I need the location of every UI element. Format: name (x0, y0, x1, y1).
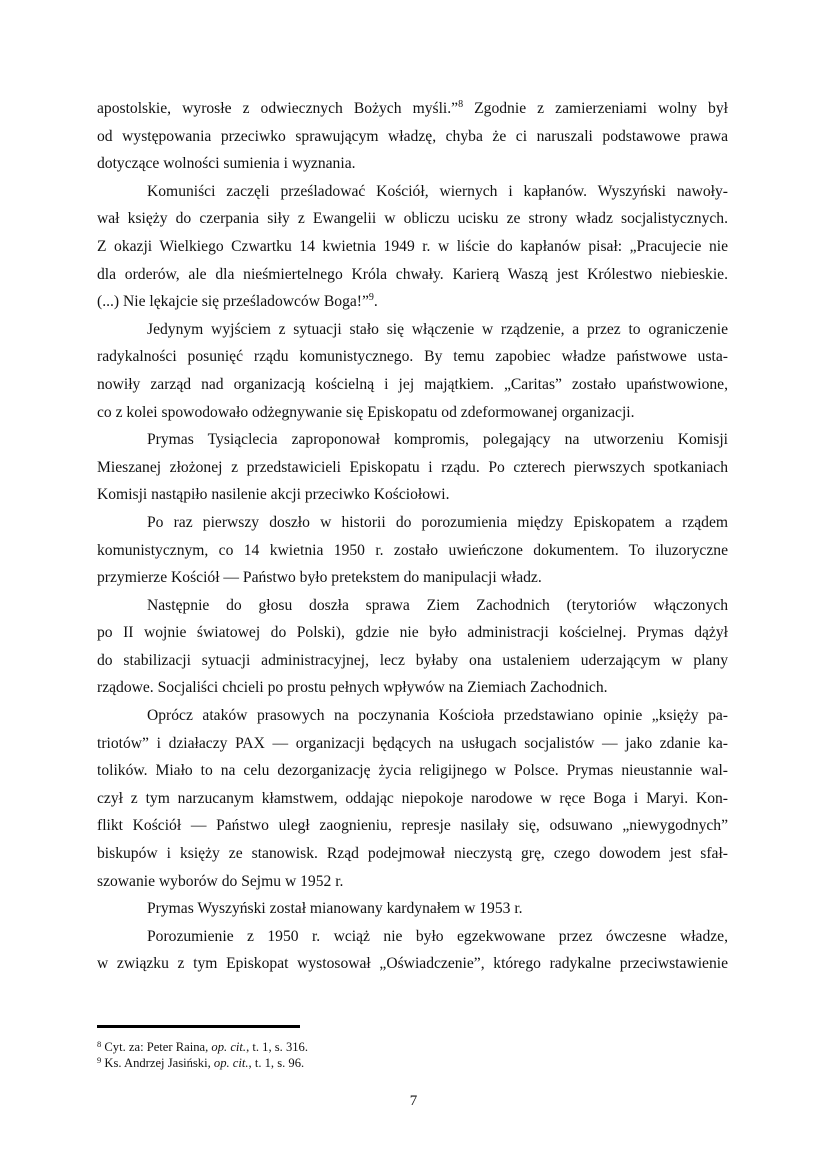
footnote-ref-9[interactable]: 9 (368, 292, 374, 304)
text-line: flikt Kościół — Państwo uległ zaognieniu, represje nasilały się, odsuwano „niewygodnych” (97, 817, 728, 835)
footnote-9 (97, 1055, 728, 1071)
text-span: Zgodnie z zamierzeniami wolny był (463, 100, 728, 117)
text-span: apostolskie, wyrosłe z odwiecznych Bożych myśli.” (97, 100, 459, 117)
text-line: Oprócz ataków prasowych na poczynania Kościoła przedstawiano opinie „księży pa- (147, 707, 728, 725)
footnote-italic: op. cit. (211, 1040, 247, 1054)
page-number: 7 (409, 1093, 418, 1109)
footnote-text: , t. 1, s. 96. (248, 1056, 305, 1070)
text-line: czył z tym narzucanym kłamstwem, oddając niepokoje narodowe w ręce Boga i Maryi. Kon- (97, 789, 728, 807)
footnote-text: , t. 1, s. 316. (246, 1040, 308, 1054)
text-span: . (373, 293, 378, 311)
text-line: Mieszanej złożonej z przedstawicieli Episkopatu i rządu. Po czterech pierwszych spotkaniach (97, 458, 728, 476)
footnote-8 (97, 1039, 728, 1055)
text-line: Komisji nastąpiło nasilenie akcji przeciwko Kościołowi. (97, 486, 450, 504)
body-text (97, 95, 728, 978)
text-line: Komuniści zaczęli prześladować Kościół, wiernych i kapłanów. Wyszyński nawoły- (147, 182, 728, 200)
footnote-text: Ks. Andrzej Jasiński, (101, 1056, 214, 1070)
text-line: komunistycznym, co 14 kwietnia 1950 r. zostało uwieńczone dokumentem. To iluzoryczne (97, 541, 728, 559)
text-line: wał księży do czerpania siły z Ewangelii w obliczu ucisku ze strony władz socjalistycznych. (97, 210, 728, 228)
footnote-separator (97, 1025, 300, 1028)
footnote-italic: op. cit. (213, 1056, 249, 1070)
text-line: w związku z tym Episkopat wystosował „Oświadczenie”, którego radykalne przeciwstawienie (97, 955, 728, 973)
text-line: tolików. Miało to na celu dezorganizację życia religijnego w Polsce. Prymas nieustannie wal- (97, 762, 728, 780)
text-line: po II wojnie światowej do Polski), gdzie nie było administracji kościelnej. Prymas dążył (97, 624, 728, 642)
text-line: Jedynym wyjściem z sytuacji stało się włączenie w rządzenie, a przez to ograniczenie (147, 320, 728, 338)
text-line: dla orderów, ale dla nieśmiertelnego Króla chwały. Karierą Waszą jest Królestwo niebieskie. (97, 265, 728, 283)
text-line: rządowe. Socjaliści chcieli po prostu pełnych wpływów na Ziemiach Zachodnich. (97, 679, 608, 697)
text-line: Prymas Wyszyński został mianowany kardynałem w 1953 r. (147, 900, 523, 918)
footnote-number: 9 (97, 1055, 102, 1065)
text-line (97, 288, 728, 316)
text-line: nowiły zarząd nad organizacją kościelną i jej majątkiem. „Caritas” zostało upaństwowione, (97, 375, 728, 393)
footnote-text: Cyt. za: Peter Raina, (101, 1040, 212, 1054)
footnotes (97, 1039, 728, 1071)
text-line: Prymas Tysiąclecia zaproponował kompromis, polegający na utworzeniu Komisji (147, 431, 728, 449)
text-line: od występowania przeciwko sprawującym władzę, chyba że ci naruszali podstawowe prawa (97, 127, 728, 145)
text-line: szowanie wyborów do Sejmu w 1952 r. (97, 872, 344, 890)
text-line: radykalności posunięć rządu komunistycznego. By temu zapobiec władze państwowe usta- (97, 348, 728, 366)
text-line: Następnie do głosu doszła sprawa Ziem Zachodnich (terytoriów włączonych (147, 596, 728, 614)
text-line: Porozumienie z 1950 r. wciąż nie było egzekwowane przez ówczesne władze, (147, 927, 728, 945)
text-line: przymierze Kościół — Państwo było pretekstem do manipulacji władz. (97, 569, 542, 587)
text-line: co z kolei spowodowało odżegnywanie się Episkopatu od zdeformowanej organizacji. (97, 403, 635, 421)
text-line: do stabilizacji sytuacji administracyjnej, lecz byłaby ona ustaleniem uderzającym w plany (97, 651, 728, 669)
text-span: (...) Nie lękajcie się prześladowców Boga!” (97, 293, 369, 311)
text-line (97, 95, 728, 123)
footnote-number: 8 (97, 1039, 102, 1049)
text-line: dotyczące wolności sumienia i wyznania. (97, 155, 356, 173)
footnote-ref-8[interactable]: 8 (458, 99, 464, 110)
text-line: triotów” i działaczy PAX — organizacji będących na usługach socjalistów — jako zdanie ka- (97, 734, 728, 752)
text-line: Z okazji Wielkiego Czwartku 14 kwietnia 1949 r. w liście do kapłanów pisał: „Pracujecie nie (97, 237, 728, 255)
text-line: biskupów i księży ze stanowisk. Rząd podejmował nieczystą grę, czego dowodem jest sfał- (97, 845, 728, 863)
text-line: Po raz pierwszy doszło w historii do porozumienia między Episkopatem a rządem (147, 513, 728, 531)
